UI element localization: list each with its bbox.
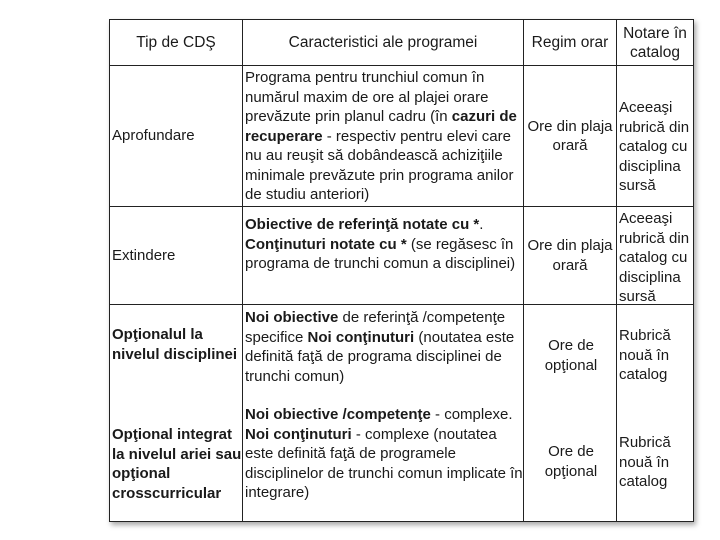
header-notare-catalog: Notare în catalog <box>623 24 687 61</box>
row-notare-optional-disciplina: Rubrică nouă în catalog <box>619 327 671 383</box>
row-characteristics-aprofundare: Programa pentru trunchiul comun în numărul maxim de ore al plajei orare prevăzute prin planul cadru (în cazuri de recuperare - respectiv pentru elevi care nu au reuşit să dobândească achiziţiile minimale prevăzute prin programa anilor de studiu anteriori) <box>245 69 517 203</box>
header-tip-cds: Tip de CDŞ <box>136 33 216 51</box>
header-regim-orar: Regim orar <box>531 33 609 51</box>
row-characteristics-optional-integrat: Noi obiective /competenţe - complexe. Noi conţinuturi - complexe (noutatea este definită faţă de programele disciplinelor de trunchi comun implicate în integrare) <box>245 406 523 501</box>
row-regim-aprofundare: Ore din plaja orară <box>527 117 613 154</box>
row-notare-extindere: Aceeaşi rubrică din catalog cu disciplina sursă <box>619 210 690 305</box>
row-notare-aprofundare: Aceeaşi rubrică din catalog cu disciplina sursă <box>619 99 690 194</box>
row-type-optional-integrat: Opţional integrat la nivelul ariei sau opţional crosscurricular <box>112 426 242 502</box>
row-regim-optional-integrat: Ore de opţional <box>544 443 598 480</box>
row-type-extindere: Extindere <box>112 246 176 264</box>
row-regim-optional-disciplina: Ore de opţional <box>544 337 598 374</box>
row-characteristics-optional-disciplina: Noi obiective de referinţă /competenţe specifice Noi conţinuturi (noutatea este definită faţă de programa disciplinei de trunchi comun) <box>245 309 515 385</box>
header-caracteristici: Caracteristici ale programei <box>288 33 478 51</box>
row-type-aprofundare: Aprofundare <box>112 127 195 145</box>
row-characteristics-extindere: Obiective de referinţă notate cu *. Conţinuturi notate cu * (se regăsesc în programa de trunchi comun a disciplinei) <box>245 216 516 272</box>
cds-table <box>109 19 694 522</box>
row-divider <box>110 304 693 305</box>
row-regim-extindere: Ore din plaja orară <box>527 237 613 274</box>
row-notare-optional-integrat: Rubrică nouă în catalog <box>619 434 671 490</box>
row-type-optional-disciplina: Opţionalul la nivelul disciplinei <box>112 326 238 363</box>
